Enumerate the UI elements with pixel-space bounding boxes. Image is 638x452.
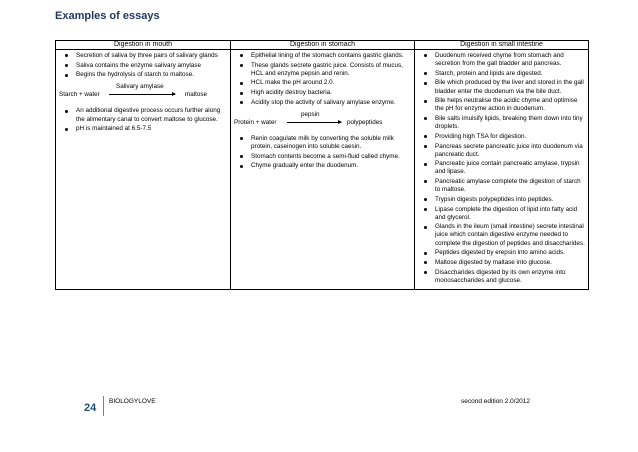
list-item: Bile which produced by the liver and stored in the gall bladder enter the duodenum via the bile duct. [418, 79, 585, 95]
list-item: Epithelial lining of the stomach contains gastric glands. [234, 52, 411, 60]
stomach-equation [234, 111, 411, 127]
list-item: Chyme gradually enter the duodenum. [234, 162, 411, 170]
column-header-stomach: Digestion in stomach [231, 41, 415, 50]
equation-product: maltose [185, 91, 208, 99]
stomach-list-a [234, 52, 411, 107]
list-item: pH is maintained at 6.5-7.5 [59, 125, 227, 133]
table-row [56, 50, 589, 290]
list-item: Bile salts imulsify lipids, breaking them down into tiny droplets. [418, 115, 585, 131]
equation-reactants: Protein + water [234, 118, 277, 126]
list-item: Maltose digested by maltase into glucose. [418, 259, 585, 267]
mouth-list-a [59, 52, 227, 79]
column-header-small-intestine: Digestion in small intestine [415, 41, 589, 50]
mouth-equation [59, 83, 227, 99]
list-item: These glands secrete gastric juice. Consists of mucus, HCL and enzyme pepsin and renin. [234, 62, 411, 78]
list-item: Glands in the ileum (small intestine) secrete intestinal juice which contain digestive enzyme needed to complete the digestion of peptides and disaccharides. [418, 223, 585, 247]
mouth-list-b [59, 107, 227, 133]
list-item: High acidity destroy bacteria. [234, 89, 411, 97]
page-number: 24 [84, 402, 97, 414]
list-item: Duodenum received chyme from stomach and secretion from the gall bladder and pancreas. [418, 52, 585, 68]
list-item: HCL make the pH around 2.0. [234, 79, 411, 87]
footer-divider [103, 396, 104, 416]
list-item: Acidity stop the activity of salivary amylase enzyme. [234, 99, 411, 107]
column-header-mouth: Digestion in mouth [56, 41, 231, 50]
footer-right-text: second edition 2.0/2012 [461, 398, 531, 405]
list-item: Secretion of saliva by three pairs of salivary glands [59, 52, 227, 60]
digestion-table [55, 40, 589, 290]
list-item: An additional digestive process occurs further along the alimentary canal to convert maltose to glucose. [59, 107, 227, 123]
list-item: Stomach contents become a semi-fluid called chyme. [234, 153, 411, 161]
equation-enzyme: Salivary amylase [116, 83, 164, 91]
list-item: Pancreatic juice contain pancreatic amylase, trypsin and lipase. [418, 160, 585, 176]
list-item: Pancreatic amylase complete the digestion of starch to maltose. [418, 178, 585, 194]
equation-product: polypeptides [347, 118, 383, 126]
list-item: Saliva contains the enzyme salivary amylase [59, 62, 227, 70]
table-header-row [56, 41, 589, 50]
list-item: Lipase complete the digestion of lipid into fatty acid and glycerol. [418, 206, 585, 222]
list-item: Begins the hydrolysis of starch to maltose. [59, 71, 227, 79]
equation-arrow [287, 122, 341, 123]
mouth-cell [56, 50, 231, 290]
equation-arrow [109, 94, 175, 95]
list-item: Peptides digested by erepsin into amino acids. [418, 249, 585, 257]
stomach-cell [231, 50, 415, 290]
list-item: Bile helps neutralise the acidic chyme and optimise the pH for enzyme action in duodenum. [418, 97, 585, 113]
list-item: Renin coagulate milk by converting the soluble milk protein, caseinogen into soluble caesin. [234, 135, 411, 151]
equation-enzyme: pepsin [301, 110, 320, 118]
footer-left-text: BIOLOGYLOVE [109, 398, 156, 405]
list-item: Providing high TSA for digestion. [418, 133, 585, 141]
list-item: Starch, protein and lipids are digested. [418, 70, 585, 78]
page-title: Examples of essays [55, 10, 160, 22]
list-item: Pancreas secrete pancreatic juice into duodenum via pancreatic duct. [418, 143, 585, 159]
small-intestine-list [418, 52, 585, 285]
stomach-list-b [234, 135, 411, 171]
list-item: Trypsin digests polypeptides into peptides. [418, 196, 585, 204]
small-intestine-cell [415, 50, 589, 290]
list-item: Disaccharides digested by its own enzyme into monosaccharides and glucose. [418, 269, 585, 285]
equation-reactants: Starch + water [59, 91, 100, 99]
